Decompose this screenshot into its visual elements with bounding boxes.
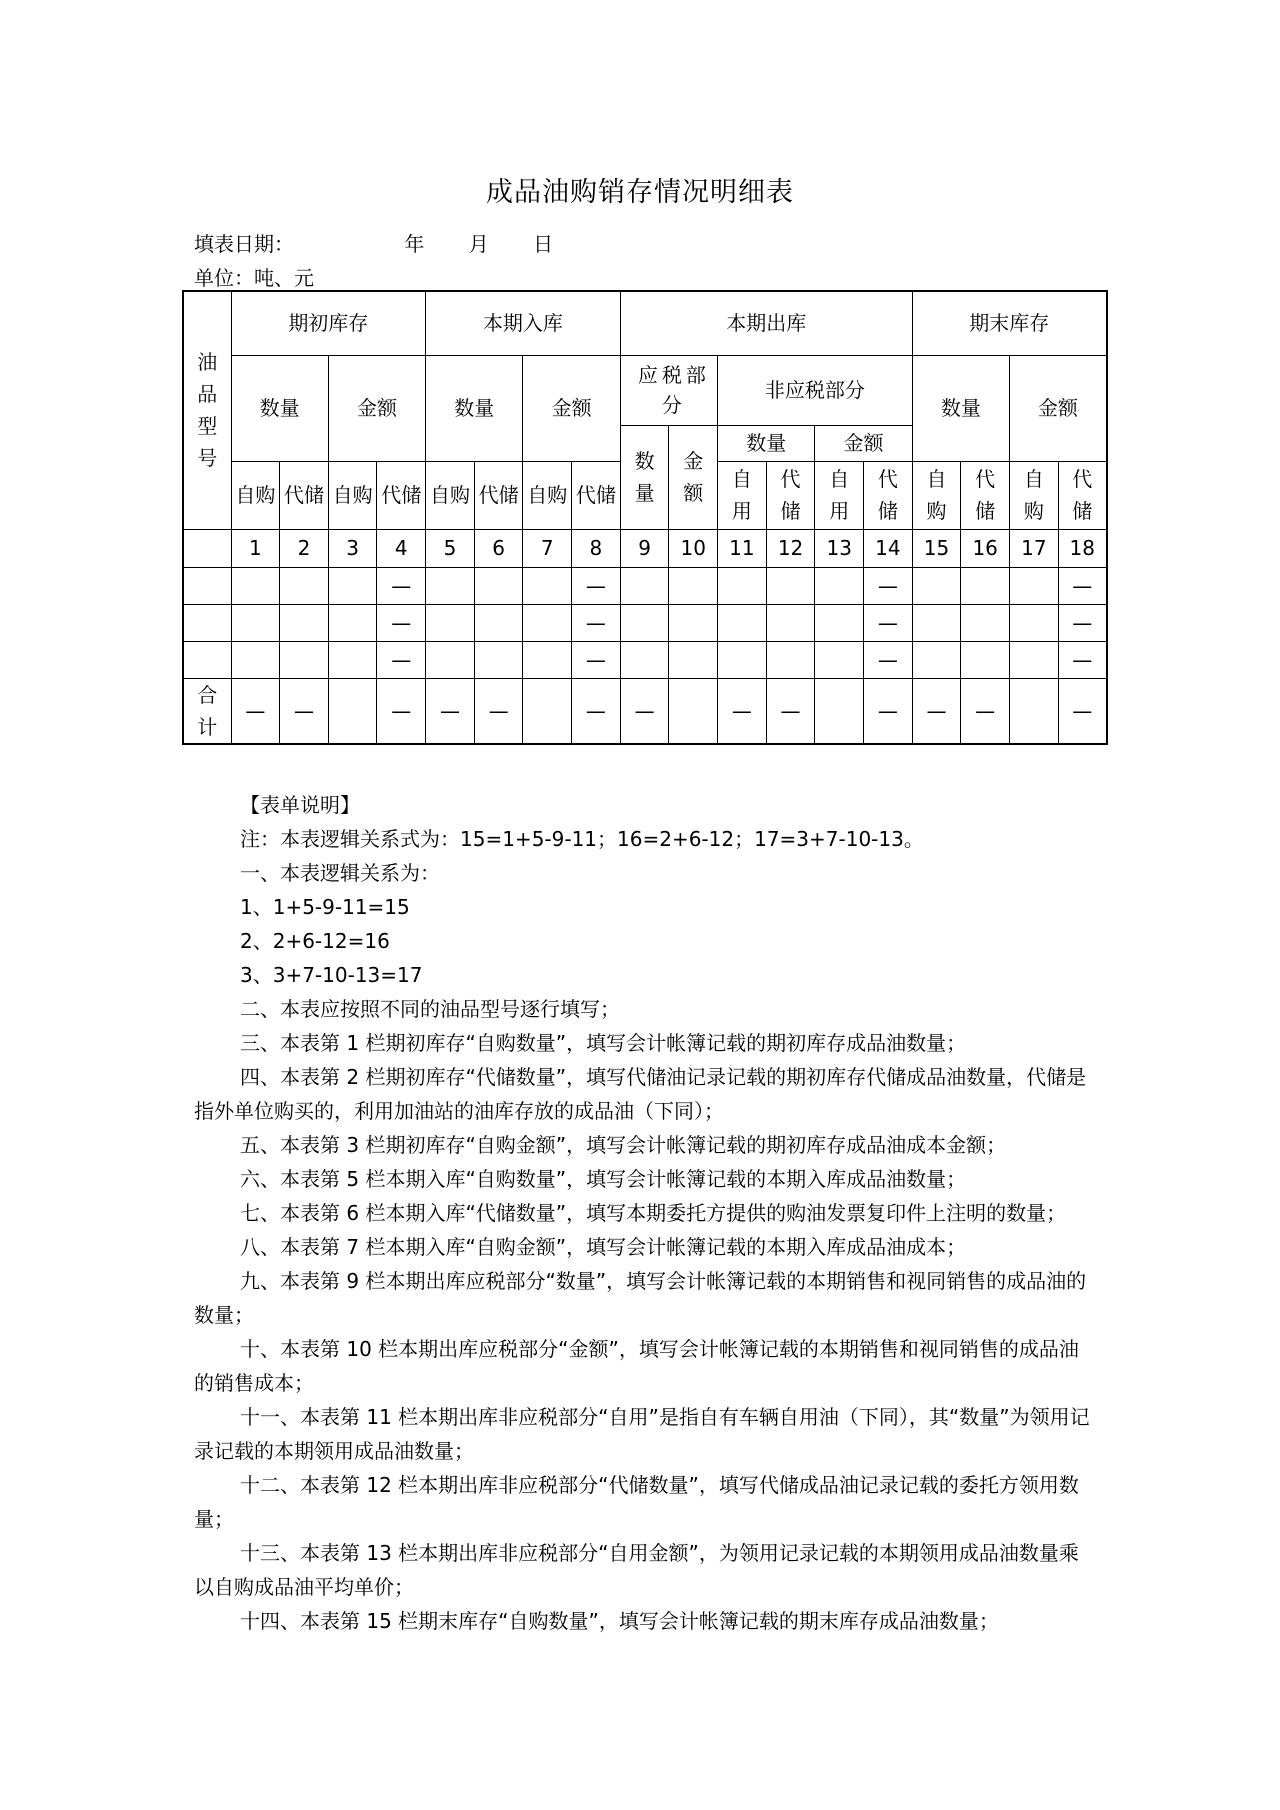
note-line: 十四、本表第 15 栏期末库存“自购数量”，填写会计帐簿记载的期末库存成品油数量；	[240, 1609, 999, 1633]
col-number: 14	[864, 529, 913, 567]
note-line: 十三、本表第 13 栏本期出库非应税部分“自用金额”，为领用记录记载的本期领用成品油数量乘以自购成品油平均单价；	[194, 1541, 1079, 1599]
closing-qty-self-buy: 自 购	[912, 461, 961, 529]
col-number: 15	[912, 529, 961, 567]
total-label: 合 计	[183, 678, 231, 744]
opening-qty: 数量	[231, 355, 328, 461]
opening-stored-amt: 代储	[377, 461, 426, 529]
unit-line: 单位：吨、元	[194, 266, 314, 290]
taxable-amount: 金 额	[669, 425, 718, 529]
note-line: 九、本表第 9 栏本期出库应税部分“数量”，填写会计帐簿记载的本期销售和视同销售的成品油的数量；	[194, 1269, 1087, 1327]
note-line: 1、1+5-9-11=15	[240, 895, 410, 919]
col-number: 11	[718, 529, 767, 567]
opening-stored-qty: 代储	[280, 461, 329, 529]
group-closing: 期末库存	[912, 291, 1107, 355]
note-line: 七、本表第 6 栏本期入库“代储数量”，填写本期委托方提供的购油发票复印件上注明的数量；	[240, 1201, 1067, 1225]
fill-date-month: 月	[468, 232, 489, 256]
col-number: 17	[1010, 529, 1059, 567]
col-number: 6	[474, 529, 523, 567]
note-line: 二、本表应按照不同的油品型号逐行填写；	[240, 997, 620, 1021]
note-line: 一、本表逻辑关系为：	[240, 861, 440, 885]
nontaxable-part: 非应税部分	[718, 355, 913, 425]
group-outbound: 本期出库	[620, 291, 912, 355]
inbound-self-buy-qty: 自购	[426, 461, 475, 529]
col-number: 7	[523, 529, 572, 567]
col-number: 18	[1058, 529, 1107, 567]
form-notes	[194, 788, 1094, 1638]
note-line: 五、本表第 3 栏期初库存“自购金额”，填写会计帐簿记载的期初库存成品油成本金额；	[240, 1133, 1007, 1157]
inbound-qty: 数量	[426, 355, 523, 461]
col-number: 13	[815, 529, 864, 567]
taxable-part: 应税部分	[620, 355, 717, 425]
table-row: — — — —	[183, 641, 1107, 678]
nontax-qty-self-use: 自 用	[718, 461, 767, 529]
table-row: — — — —	[183, 567, 1107, 604]
nontaxable-qty: 数量	[718, 425, 815, 461]
nontax-amt-stored: 代 储	[864, 461, 913, 529]
fill-date-day: 日	[533, 232, 554, 256]
closing-qty: 数量	[912, 355, 1009, 461]
col-number: 5	[426, 529, 475, 567]
total-row: 合 计 — — — — — — — — — — — — —	[183, 678, 1107, 744]
col-number: 2	[280, 529, 329, 567]
col-number: 16	[961, 529, 1010, 567]
group-inbound: 本期入库	[426, 291, 621, 355]
opening-self-buy-amt: 自购	[328, 461, 377, 529]
inbound-self-buy-amt: 自购	[523, 461, 572, 529]
fill-date-year: 年	[404, 232, 425, 256]
taxable-qty: 数 量	[620, 425, 669, 529]
note-line: 十一、本表第 11 栏本期出库非应税部分“自用”是指自有车辆自用油（下同），其“数量”为领用记录记载的本期领用成品油数量；	[194, 1405, 1090, 1463]
table-row: — — — —	[183, 604, 1107, 641]
inbound-amount: 金额	[523, 355, 620, 461]
closing-amt-stored: 代 储	[1058, 461, 1107, 529]
opening-self-buy-qty: 自购	[231, 461, 280, 529]
table-cell	[183, 529, 231, 567]
col-number: 1	[231, 529, 280, 567]
column-number-row	[183, 529, 1107, 567]
nontax-qty-stored: 代 储	[766, 461, 815, 529]
group-opening: 期初库存	[231, 291, 426, 355]
note-line: 2、2+6-12=16	[240, 929, 390, 953]
note-line: 四、本表第 2 栏期初库存“代储数量”，填写代储油记录记载的期初库存代储成品油数量，代储是指外单位购买的，利用加油站的油库存放的成品油（下同）；	[194, 1065, 1087, 1123]
fill-date-label: 填表日期：	[194, 232, 294, 256]
model-header: 油 品 型 号	[183, 291, 231, 529]
note-line: 十、本表第 10 栏本期出库应税部分“金额”，填写会计帐簿记载的本期销售和视同销售的成品油的销售成本；	[194, 1337, 1079, 1395]
col-number: 10	[669, 529, 718, 567]
col-number: 8	[572, 529, 621, 567]
inbound-stored-qty: 代储	[474, 461, 523, 529]
inbound-stored-amt: 代储	[572, 461, 621, 529]
nontax-amt-self-use: 自 用	[815, 461, 864, 529]
note-line: 八、本表第 7 栏本期入库“自购金额”，填写会计帐簿记载的本期入库成品油成本；	[240, 1235, 967, 1259]
page-title: 成品油购销存情况明细表	[486, 177, 794, 208]
closing-amount: 金额	[1010, 355, 1107, 461]
closing-amt-self-buy: 自 购	[1010, 461, 1059, 529]
note-line: 十二、本表第 12 栏本期出库非应税部分“代储数量”，填写代储成品油记录记载的委托方领用数量；	[194, 1473, 1079, 1531]
note-line: 注：本表逻辑关系式为：15=1+5-9-11；16=2+6-12；17=3+7-10-13。	[240, 827, 924, 851]
col-number: 12	[766, 529, 815, 567]
note-line: 三、本表第 1 栏期初库存“自购数量”，填写会计帐簿记载的期初库存成品油数量；	[240, 1031, 967, 1055]
fill-date-line	[194, 228, 553, 257]
notes-heading: 【表单说明】	[240, 793, 360, 817]
closing-qty-stored: 代 储	[961, 461, 1010, 529]
note-line: 六、本表第 5 栏本期入库“自购数量”，填写会计帐簿记载的本期入库成品油数量；	[240, 1167, 967, 1191]
inventory-table	[182, 290, 1108, 745]
nontaxable-amount: 金额	[815, 425, 912, 461]
note-line: 3、3+7-10-13=17	[240, 963, 423, 987]
col-number: 9	[620, 529, 669, 567]
opening-amount: 金额	[328, 355, 425, 461]
col-number: 4	[377, 529, 426, 567]
col-number: 3	[328, 529, 377, 567]
